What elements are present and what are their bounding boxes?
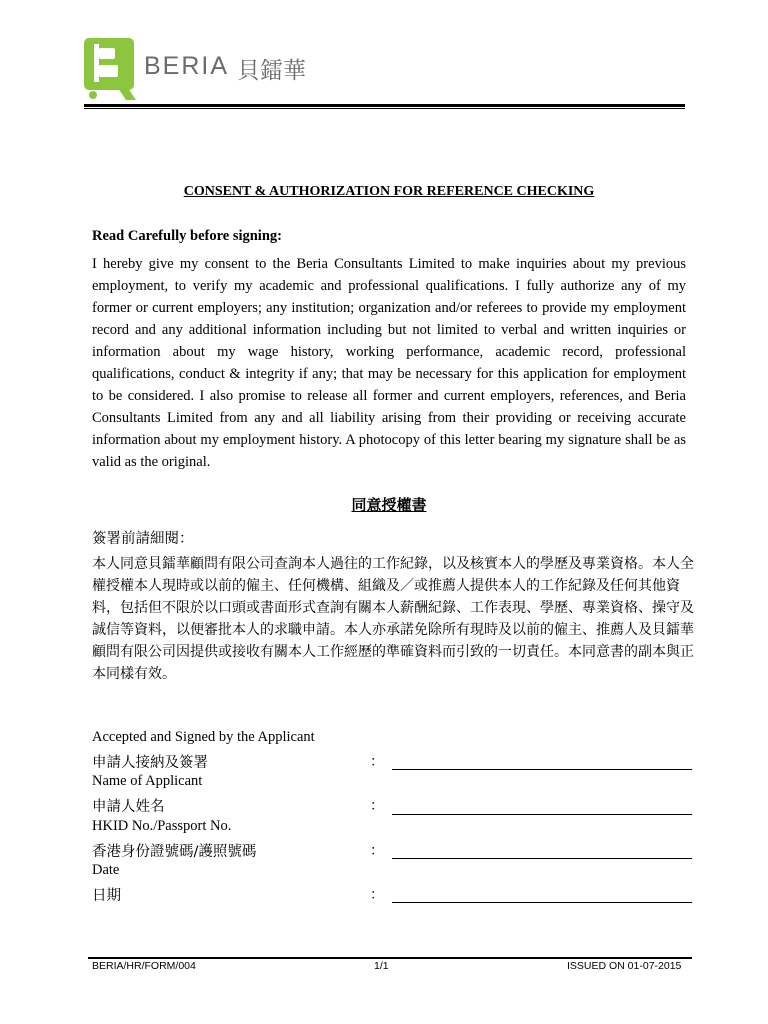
id-label: HKID No./Passport No.	[92, 818, 232, 834]
document-title: CONSENT & AUTHORIZATION FOR REFERENCE CHECKING	[183, 184, 595, 199]
id-colon: ：	[370, 843, 384, 859]
signature-colon: ：	[370, 754, 384, 770]
signature-field[interactable]	[392, 769, 692, 770]
page-number: 1/1	[374, 960, 389, 972]
logo-wordmark-chinese: 貝鐳華	[237, 58, 306, 84]
name-label: Name of Applicant	[92, 773, 203, 789]
name-colon: ：	[370, 798, 384, 814]
form-code: BERIA/HR/FORM/004	[92, 960, 196, 972]
read-carefully-heading-chinese: 簽署前請細閱：	[92, 531, 194, 547]
issued-date: ISSUED ON 01-07-2015	[567, 960, 682, 972]
signature-label-chinese: 申請人接納及簽署	[92, 755, 208, 771]
consent-paragraph-english: I hereby give my consent to the Beria Consultants Limited to make inquiries about my previous employment, to verify my academic and professional qualifications. I fully authorize any of my former or current employers; any institution; organization and/or referees to provide my employment record and any additional information including but not limited to verbal and written inquiries or information about my wage history, working performance, academic record, professional qualifications, conduct & integrity if any; that may be necessary for this application for employment to be considered. I also promise to release all former and current employers, references, and Beria Consultants Limited from any and all liability arising from their providing or receiving accurate information about my employment history. A photocopy of this letter bearing my signature shall be as valid as the original.	[92, 256, 686, 470]
name-label-chinese: 申請人姓名	[92, 799, 165, 815]
id-field[interactable]	[392, 858, 692, 859]
read-carefully-heading: Read Carefully before signing:	[92, 228, 282, 244]
signature-label: Accepted and Signed by the Applicant	[92, 729, 315, 745]
date-colon: ：	[370, 887, 384, 903]
id-label-chinese: 香港身份證號碼/護照號碼	[92, 844, 257, 860]
date-label: Date	[92, 862, 120, 878]
consent-paragraph-chinese: 本人同意貝鐳華顧問有限公司查詢本人過往的工作紀錄，以及核實本人的學歷及專業資格。本人全權授權本人現時或以前的僱主、任何機構、組織及／或推薦人提供本人的工作紀錄及任何其他資料，包括但不限於以口頭或書面形式查詢有關本人薪酬紀錄、工作表現、學歷、專業資格、操守及誠信等資料，以便審批本人的求職申請。本人亦承諾免除所有現時及以前的僱主、推薦人及貝鐳華顧問有限公司因提供或接收有關本人工作經歷的準確資料而引致的一切責任。本同意書的副本與正本同樣有效。	[92, 556, 694, 682]
header-divider-thin	[84, 108, 685, 109]
document-title-chinese: 同意授權書	[351, 496, 427, 514]
date-label-chinese: 日期	[92, 888, 121, 904]
beria-logo-icon	[84, 38, 136, 100]
footer-divider	[88, 957, 692, 959]
header-divider	[84, 104, 685, 107]
logo-wordmark: BERIA	[144, 52, 230, 80]
date-field[interactable]	[392, 902, 692, 903]
company-logo	[84, 38, 344, 102]
name-field[interactable]	[392, 814, 692, 815]
